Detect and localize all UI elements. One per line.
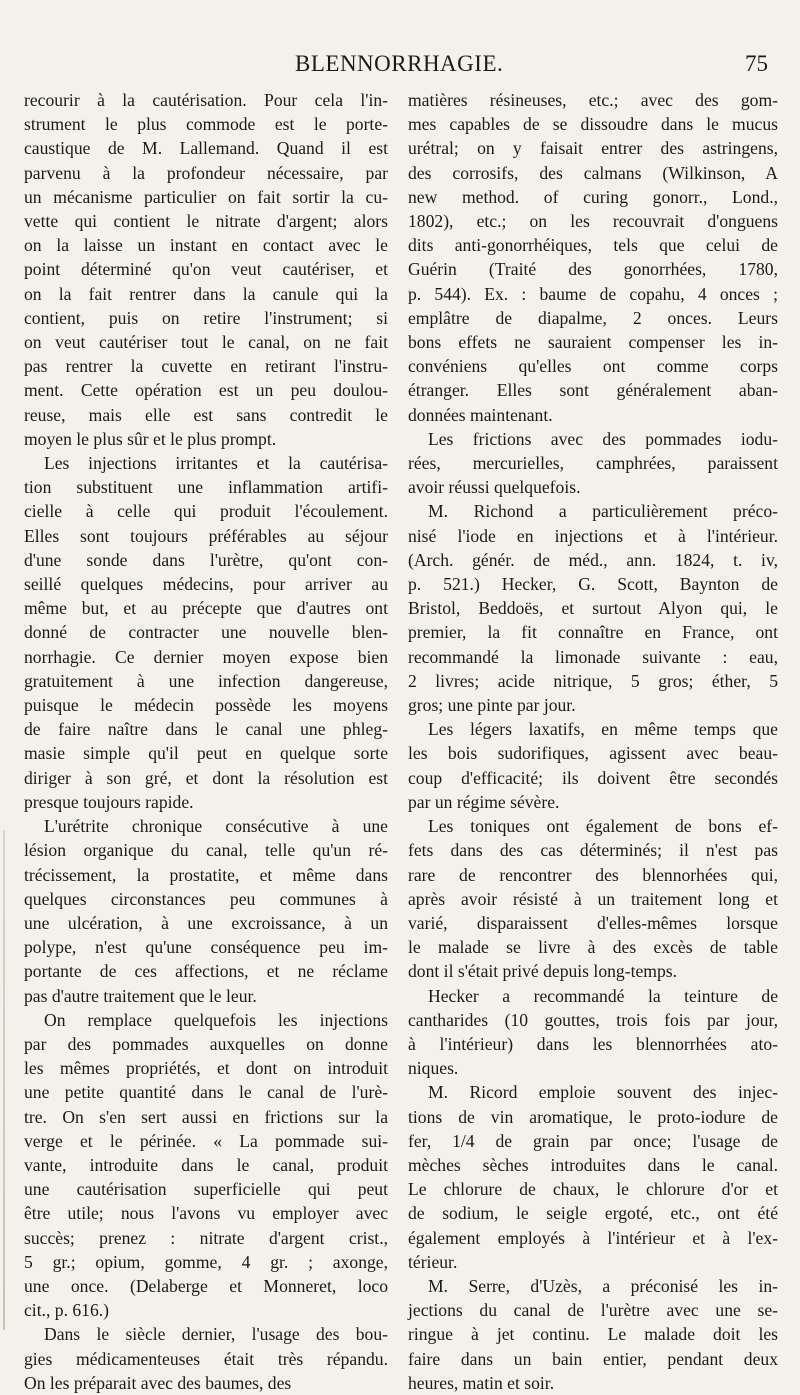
text-line: rare de rencontrer des blennorhées qui, — [408, 864, 778, 885]
text-line: recourir à la cautérisation. Pour cela l'in- — [24, 90, 388, 110]
text-line: point déterminé qu'on veut cautériser, et — [24, 259, 388, 280]
text-line: matières résineuses, etc.; avec des gom- — [408, 90, 778, 110]
text-line: les mêmes propriétés, et dont on introduit — [24, 1058, 388, 1079]
text-line: gros; une pinte par jour. — [408, 695, 576, 716]
left-column — [24, 88, 388, 1395]
text-line: Dans le siècle dernier, l'usage des bou- — [44, 1324, 388, 1345]
running-title: BLENNORRHAGIE. — [295, 51, 504, 76]
text-line: les bois sudorifiques, agissent avec beau- — [408, 743, 778, 764]
text-line: Les injections irritantes et la cautérisa- — [44, 453, 388, 474]
paragraph — [24, 451, 388, 814]
text-line: nisé l'iode en injections et à l'intérieur. — [408, 525, 778, 546]
paragraph — [408, 814, 778, 983]
text-line: presque toujours rapide. — [24, 791, 194, 812]
text-line: un mécanisme particulier on fait sortir la cu- — [24, 186, 388, 207]
text-line: bons effets ne sauraient compenser les in- — [408, 332, 778, 353]
text-line: également employés à l'intérieur et à l'ex- — [408, 1227, 778, 1248]
text-line: (Arch. génér. de méd., ann. 1824, t. iv, — [408, 549, 778, 570]
text-line: de sodium, le seigle ergoté, etc., ont été — [408, 1203, 778, 1224]
text-line: par des pommades auxquelles on donne — [24, 1033, 388, 1054]
text-line: des corrosifs, des calmans (Wilkinson, A — [408, 162, 778, 183]
text-line: une ulcération, à une excroissance, à un — [24, 912, 388, 933]
text-line: urétral; on y faisait entrer des astringens, — [408, 138, 778, 159]
text-line: Guérin (Traité des gonorrhées, 1780, — [408, 259, 778, 280]
text-line: une cautérisation superficielle qui peut — [24, 1179, 388, 1200]
text-line: de faire naître dans le canal une phleg- — [24, 719, 388, 740]
text-line: fer, 1/4 de grain par once; l'usage de — [408, 1130, 778, 1151]
text-line: on la laisse un instant en contact avec le — [24, 235, 388, 256]
text-line: norrhagie. Ce dernier moyen expose bien — [24, 646, 388, 667]
text-line: jections du canal de l'urètre avec une se- — [408, 1300, 778, 1321]
text-line: gies médicamenteuses était très répandu. — [24, 1348, 388, 1369]
text-line: dont il s'était privé depuis long-temps. — [408, 961, 677, 982]
text-line: On les préparait avec des baumes, des — [24, 1372, 292, 1393]
text-line: étranger. Elles sont généralement aban- — [408, 380, 778, 401]
text-line: heures, matin et soir. — [408, 1372, 555, 1393]
text-line: d'une sonde dans l'urètre, qu'ont con- — [24, 549, 388, 570]
text-line: mes capables de se dissoudre dans le mucus — [408, 114, 778, 135]
text-line: faire dans un bain entier, pendant deux — [408, 1348, 778, 1369]
page-number: 75 — [745, 51, 768, 76]
text-line: on la fait rentrer dans la canule qui la — [24, 283, 388, 304]
right-column — [408, 88, 778, 1395]
paragraph — [24, 1008, 388, 1323]
text-line: verge et le périnée. « La pommade sui- — [24, 1130, 388, 1151]
text-line: après avoir résisté à un traitement long et — [408, 888, 778, 909]
text-line: contient, puis on retire l'instrument; si — [24, 307, 388, 328]
paragraph — [24, 88, 388, 451]
text-line: tre. On s'en sert aussi en frictions sur la — [24, 1106, 388, 1127]
text-line: cantharides (10 gouttes, trois fois par jour, — [408, 1009, 778, 1030]
text-line: Les légers laxatifs, en même temps que — [428, 719, 778, 740]
text-line: donné de contracter une nouvelle blen- — [24, 622, 388, 643]
text-line: p. 521.) Hecker, G. Scott, Baynton de — [408, 574, 778, 595]
text-line: moyen le plus sûr et le plus prompt. — [24, 428, 277, 449]
text-line: à l'intérieur) dans les blennorrhées ato- — [408, 1033, 778, 1054]
text-line: Bristol, Beddoës, et surtout Alyon qui, le — [408, 598, 778, 619]
text-line: Elles sont toujours préférables au séjour — [24, 525, 388, 546]
text-line: tions de vin aromatique, le proto-iodure de — [408, 1106, 778, 1127]
text-line: varié, disparaissent d'elles-mêmes lorsque — [408, 912, 778, 933]
text-line: reuse, mais elle est sans contredit le — [24, 404, 388, 425]
text-line: L'urétrite chronique consécutive à une — [44, 816, 388, 837]
text-line: convéniens qu'elles ont comme corps — [408, 356, 778, 377]
text-line: térieur. — [408, 1251, 458, 1272]
text-line: caustique de M. Lallemand. Quand il est — [24, 138, 388, 159]
text-line: être utile; nous l'avons vu employer avec — [24, 1203, 388, 1224]
text-line: tion substituent une inflammation artifi- — [24, 477, 388, 498]
text-line: quelques circonstances peu communes à — [24, 888, 388, 909]
text-line: Hecker a recommandé la teinture de — [428, 985, 778, 1006]
paragraph — [24, 1322, 388, 1395]
text-line: portante de ces affections, et ne réclame — [24, 961, 388, 982]
text-line: vante, introduite dans le canal, produit — [24, 1154, 388, 1175]
text-line: 5 gr.; opium, gomme, 4 gr. ; axonge, — [24, 1251, 388, 1272]
text-line: par un régime sévère. — [408, 791, 560, 812]
text-line: avoir réussi quelquefois. — [408, 477, 581, 498]
text-line: coup d'efficacité; ils doivent être secondés — [408, 767, 778, 788]
text-line: une once. (Delaberge et Monneret, loco — [24, 1275, 388, 1296]
text-line: parvenu à la profondeur nécessaire, par — [24, 162, 388, 183]
text-line: ment. Cette opération est un peu doulou- — [24, 380, 388, 401]
text-line: emplâtre de diapalme, 2 onces. Leurs — [408, 307, 778, 328]
text-line: dits anti-gonorrhéiques, tels que celui de — [408, 235, 778, 256]
text-line: lésion organique du canal, telle qu'un ré- — [24, 840, 388, 861]
text-line: recommandé la limonade suivante : eau, — [408, 646, 778, 667]
text-line: mèches sèches introduites dans le canal. — [408, 1154, 778, 1175]
text-line: masie simple qu'il peut en quelque sorte — [24, 743, 388, 764]
paragraph — [408, 984, 778, 1081]
paragraph — [408, 717, 778, 814]
text-line: niques. — [408, 1058, 459, 1079]
text-line: Les frictions avec des pommades iodu- — [428, 428, 778, 449]
paragraph — [408, 427, 778, 500]
text-line: diriger à son gré, et dont la résolution est — [24, 767, 388, 788]
text-line: trécissement, la prostatite, et même dans — [24, 864, 388, 885]
running-head — [0, 49, 800, 83]
text-line: même but, et au précepte que d'autres ont — [24, 598, 388, 619]
binding-shadow — [3, 830, 5, 1330]
text-line: le malade se livre à des excès de table — [408, 937, 778, 958]
text-line: pas rentrer la cuvette en retirant l'instru- — [24, 356, 388, 377]
text-line: On remplace quelquefois les injections — [44, 1009, 388, 1030]
text-line: new method. of curing gonorr., Lond., — [408, 186, 778, 207]
text-line: M. Serre, d'Uzès, a préconisé les in- — [428, 1275, 778, 1296]
text-line: polype, n'est qu'une conséquence peu im- — [24, 937, 388, 958]
text-line: rées, mercurielles, camphrées, paraissent — [408, 453, 778, 474]
paragraph — [408, 1080, 778, 1274]
text-line: Le chlorure de chaux, le chlorure d'or et — [408, 1179, 778, 1200]
text-line: cit., p. 616.) — [24, 1300, 110, 1321]
paragraph — [408, 1274, 778, 1395]
text-line: M. Richond a particulièrement préco- — [428, 501, 778, 522]
text-line: ringue à jet continu. Le malade doit les — [408, 1324, 778, 1345]
text-line: données maintenant. — [408, 404, 553, 425]
text-line: seillé quelques médecins, pour arriver au — [24, 574, 388, 595]
text-line: Les toniques ont également de bons ef- — [428, 816, 778, 837]
text-line: on veut cautériser tout le canal, on ne fait — [24, 332, 388, 353]
text-line: une petite quantité dans le canal de l'urè- — [24, 1082, 388, 1103]
text-line: gratuitement à une infection dangereuse, — [24, 670, 388, 691]
text-line: fets dans des cas déterminés; il n'est pas — [408, 840, 778, 861]
paragraph — [408, 88, 778, 427]
text-line: strument le plus commode est le porte- — [24, 114, 388, 135]
text-line: premier, la fit connaître en France, ont — [408, 622, 778, 643]
text-line: succès; prenez : nitrate d'argent crist., — [24, 1227, 388, 1248]
paragraph — [408, 499, 778, 717]
text-line: p. 544). Ex. : baume de copahu, 4 onces ; — [408, 283, 778, 304]
text-line: vette qui contient le nitrate d'argent; alors — [24, 211, 388, 232]
text-line: 2 livres; acide nitrique, 5 gros; éther, 5 — [408, 670, 778, 691]
text-line: pas d'autre traitement que le leur. — [24, 985, 257, 1006]
text-line: M. Ricord emploie souvent des injec- — [428, 1082, 778, 1103]
text-line: cielle à celle qui produit l'écoulement. — [24, 501, 388, 522]
text-line: 1802), etc.; on les recouvrait d'onguens — [408, 211, 778, 232]
text-line: puisque le médecin possède les moyens — [24, 695, 388, 716]
paragraph — [24, 814, 388, 1008]
